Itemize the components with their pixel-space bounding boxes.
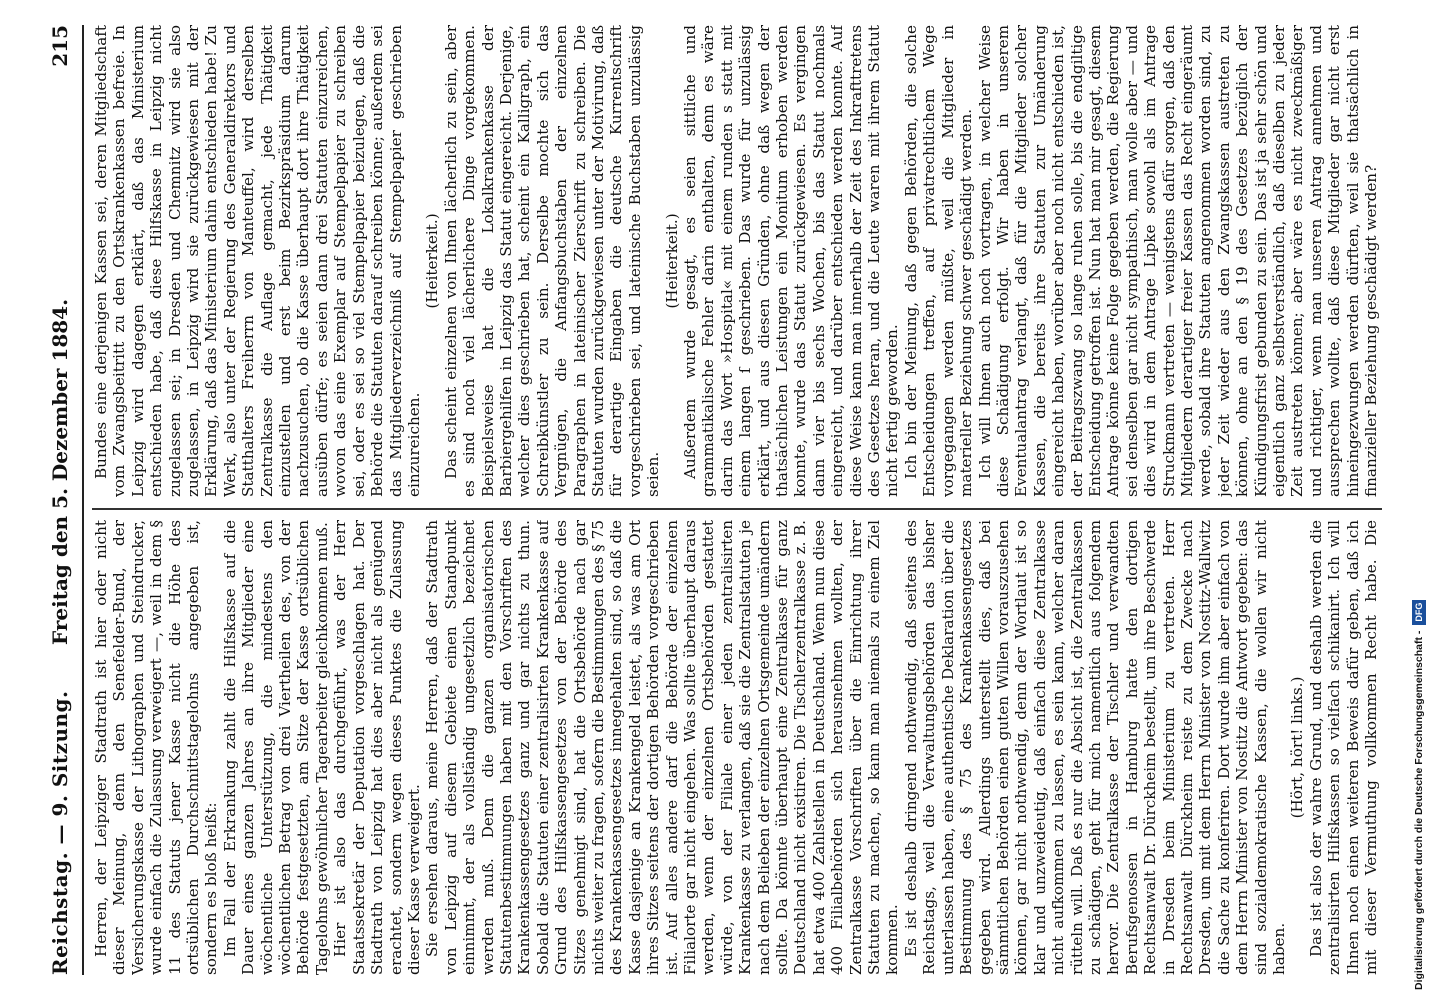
page-header: [40, 25, 84, 975]
header-date: Freitag den 5. Dezember 1884.: [48, 298, 72, 645]
rotated-page: [40, 25, 1410, 975]
interjection: (Heiterkeit.): [662, 213, 681, 309]
left-column: [92, 520, 1382, 975]
paragraph: Bundes eine derjenigen Kassen sei, deren Mitgliedschaft vom Zwangsbeitritt zu den Ortskrankenkassen befreie. In Leipzig wird dagegen erklärt, daß das Ministerium entschieden habe, daß diese Hilfskasse in Leipzig nicht zugelassen sei; in Dresden und Chemnitz wird sie also zugelassen, in Leipzig wird sie zurückgewiesen mit der Erklärung, daß das Ministerium dahin entschieden habe! Zu Werk, also unter der Regierung des Generaldirektors und Statthalters Freiherrn von Manteuffel, wird derselben Zentralkasse die Auflage gemacht, jede Thätigkeit einzustellen und erst beim Bezirkspräsidium darum nachzusuchen, ob die Kasse überhaupt dort ihre Thätigkeit ausüben dürfe; es seien dann drei Statuten einzureichen, wovon das eine Exemplar auf Stempelpapier zu schreiben sei, oder es sei so viel Stempelpapier beizulegen, daß die Behörde die Statuten darauf schreiben könne; außerdem sei das Mitgliederverzeichniß auf Stempelpapier geschrieben einzureichen.: [92, 25, 423, 497]
paragraph: Das scheint einzelnen von Ihnen lächerlich zu sein, aber es sind noch viel lächerlichere Dinge vorgekommen. Beispielsweise hat die Lokalkrankenkasse der Barbiergehilfen in Leipzig das Statut eingereicht. Derjenige, welcher dies geschrieben hat, scheint ein Kalligraph, ein Schreibkünstler zu sein. Derselbe mochte sich das Vergnügen, die Anfangsbuchstaben der einzelnen Paragraphen in lateinischer Zierschrift zu schreiben. Die Statuten wurden zurückgewiesen unter der Motivirung, daß für derartige Eingaben die deutsche Kurrentschrift vorgeschrieben sei, und lateinische Buchstaben unzulässig seien.: [441, 25, 663, 497]
paragraph: Sie ersehen daraus, meine Herren, daß der Stadtrath von Leipzig auf diesem Gebiete einen Standpunkt einnimmt, der als vollständig ungesetzlich bezeichnet werden muß. Denn die ganzen organisatorischen Statutenbestimmungen haben mit den Vorschriften des Krankenkassengesetzes ganz und gar nichts zu thun. Sobald die Statuten einer zentralisirten Krankenkasse auf Grund des Hilfskassengesetzes von der Behörde des Sitzes genehmigt sind, hat die Ortsbehörde nach gar nichts weiter zu fragen, sofern die Bestimmungen des § 75 des Krankenkassengesetzes innegehalten sind, so daß die Kasse dasjenige an Krankengeld leistet, als was am Ort ihres Sitzes seitens der dortigen Behörden vorgeschrieben ist. Auf alles andere darf die Behörde der einzelnen Filialorte gar nicht eingehen. Was sollte überhaupt daraus werden, wenn der einzelnen Ortsbehörden gestattet würde, von der Filiale einer jeden zentralisirten Krankenkasse zu verlangen, daß sie die Zentralstatuten je nach dem Belieben der einzelnen Ortsgemeinde umändern sollte. Da könnte überhaupt eine Zentralkasse für ganz Deutschland nicht existiren. Die Tischlerzentralkasse z. B. hat etwa 400 Zahlstellen in Deutschland. Wenn nun diese 400 Filialbehörden sich herausnehmen wollten, der Zentralkasse Vorschriften über die Einrichtung ihrer Statuten zu machen, so kann man niemals zu einem Ziel kommen.: [423, 520, 902, 975]
paragraph: Im Fall der Erkrankung zahlt die Hilfskasse auf die Dauer eines ganzen Jahres an ihre Mitglieder eine wöchentliche Unterstützung, die mindestens den wöchentlichen Betrag von drei Viertheilen des, von der Behörde festgesetzten, am Sitze der Kasse ortsüblichen Tagelohns gewöhnlicher Tagearbeiter gleichkommen muß.: [220, 520, 331, 975]
credit-label: Digitalisierung gefördert durch die Deutsche Forschungsgemeinschaft -: [1413, 630, 1425, 990]
header-rule: [82, 25, 84, 975]
interjection: (Heiterkeit.): [423, 213, 442, 309]
paragraph: Es ist deshalb dringend nothwendig, daß seitens des Reichstags, weil die Verwaltungsbehörden das bisher unterlassen haben, eine authentische Deklaration über die Bestimmung des § 75 des Krankenkassengesetzes gegeben wird. Allerdings unterstellt dies, daß bei sämmtlichen Behörden einen guten Willen vorauszusehen können, gar nicht nothwendig, denn der Wortlaut ist so klar und unzweideutig, daß einfach diese Zentralkasse nicht aufkommen zu lassen, es sein kann, welcher daran rütteln will. Daß es nur die Absicht ist, die Zentralkassen zu schädigen, geht für mich namentlich aus folgendem hervor. Die Zentralkasse der Tischler und verwandten Berufsgenossen in Hamburg hatte den dortigen Rechtsanwalt Dr. Dürckheim bestellt, um ihre Beschwerde in Dresden beim Ministerium zu vertreten. Herr Rechtsanwalt Dürckheim reiste zu dem Zwecke nach Dresden, um mit dem Herrn Minister von Nostitz-Wallwitz die Sache zu konferiren. Dort wurde ihm aber einfach von dem Herrn Minister von Nostitz die Antwort gegeben: das sind sozialdemokratische Kassen, die wollen wir nicht haben.: [901, 520, 1288, 975]
paragraph: Außerdem wurde gesagt, es seien sittliche und grammatikalische Fehler darin enthalten, denn es wäre darin das Wort »Hospital« mit einem runden s statt mit einem langen ſ geschrieben. Das wurde für unzulässig erklärt, und aus diesen Gründen, ohne daß wegen der thatsächlichen Leistungen ein Monitum erhoben werden konnte, wurde das Statut zurückgewiesen. Es vergingen dann vier bis sechs Wochen, bis das Statut nochmals eingereicht, und darüber entschieden werden konnte. Auf diese Weise kann man innerhalb der Zeit des Inkrafttretens des Gesetzes heran, und die Leute waren mit ihrem Statut nicht fertig geworden.: [681, 25, 902, 497]
digitization-credit-text: [1408, 12, 1430, 990]
dfg-logo: DFG: [1412, 600, 1426, 625]
paragraph: Ich will Ihnen auch noch vortragen, in welcher Weise diese Schädigung erfolgt. Wir haben in unserem Eventualantrag verlangt, daß für die Mitglieder solcher Kassen, die bereits ihre Statuten zur Umänderung eingereicht haben, worüber aber noch nicht entschieden ist, der Beitragszwang so lange ruhen solle, bis die endgiltige Entscheidung getroffen ist. Nun hat man mir gesagt, diesem Antrage könne keine Folge gegeben werden, die Regierung sei denselben gar nicht sympathisch, man wolle aber — und dies wird in dem Antrage Lipke sowohl als im Antrage Struckmann vertreten — wenigstens dafür sorgen, daß den Mitgliedern derartiger freier Kassen das Recht eingeräumt werde, sobald ihre Statuten angenommen worden sind, zu jeder Zeit wieder aus den Zwangskassen austreten zu können, ohne an den § 19 des Gesetzes bezüglich der Kündigungsfrist gebunden zu sein. Das ist ja sehr schön und eigentlich ganz selbstverständlich, daß dieselben zu jeder Zeit austreten können; aber wäre es nicht zweckmäßiger und richtiger, wenn man unseren Antrag annehmen und aussprechen wollte, daß diese Mitglieder gar nicht erst hineingezwungen werden dürften, weil sie thatsächlich in finanzieller Beziehung geschädigt werden?: [975, 25, 1381, 497]
paragraph: Herren, der Leipziger Stadtrath ist hier oder nicht dieser Meinung, denn den Senefelder-Bund, der Versicherungskasse der Lithographen und Steindrucker, wurde einfach die Zulassung verweigert —, weil in dem § 11 des Statuts jener Kasse nicht die Höhe des ortsüblichen Durchschnittstagelohns angegeben ist, sondern es bloß heißt:: [92, 520, 221, 975]
paragraph: Hier ist also das durchgeführt, was der Herr Staatssekretär der Deputation vorgeschlagen hat. Der Stadtrath von Leipzig hat dies aber nicht als genügend erachtet, sondern wegen dieses Punktes die Zulassung dieser Kasse verweigert.: [331, 520, 423, 975]
column-divider: [92, 508, 1382, 510]
paragraph: [1380, 25, 1382, 497]
right-column: [92, 25, 1382, 497]
paragraph: Das ist also der wahre Grund, und deshalb werden die zentralisirten Hilfskassen so vielfach schikanirt. Ich will Ihnen noch einen weiteren Beweis dafür geben, daß ich mit dieser Vermuthung vollkommen Recht habe. Die: [1306, 520, 1381, 975]
header-page-number: 215: [48, 25, 72, 67]
header-session-title: Reichstag. — 9. Sitzung.: [48, 690, 72, 975]
page-body: [92, 25, 1392, 975]
interjection: (Hört, hört! links.): [1288, 676, 1307, 819]
digitization-credit: [1408, 12, 1430, 990]
paragraph: Ich bin der Meinung, daß gegen Behörden, die solche Entscheidungen treffen, auf privatrechtlichem Wege vorgegangen werden müßte, weil die Mitglieder in materieller Beziehung schwer geschädigt werden.: [901, 25, 976, 497]
